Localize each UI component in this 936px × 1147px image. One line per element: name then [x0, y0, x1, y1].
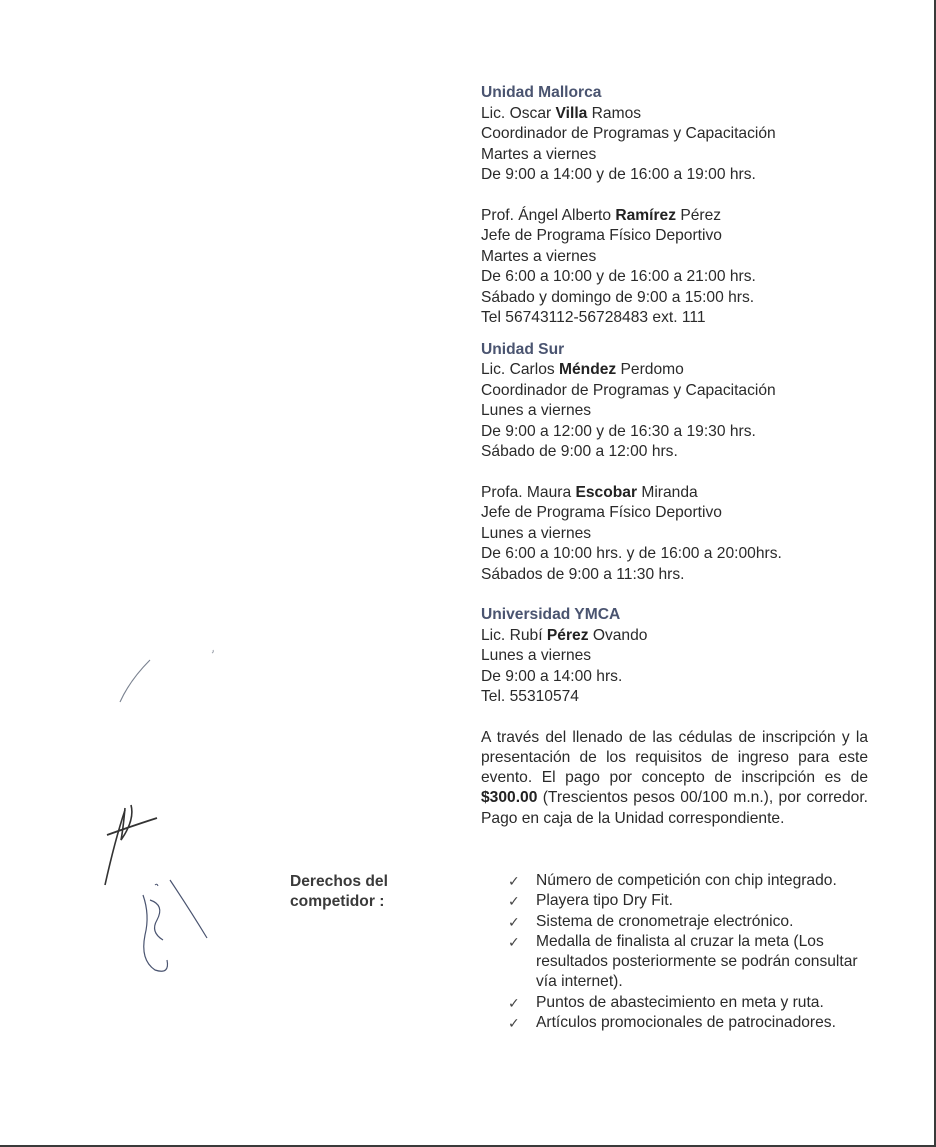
payment-text-continued: (Trescientos pesos 00/100 m.n.), por corredor. Pago en caja de la Unidad correspondiente.: [481, 789, 868, 827]
check-icon: ✓: [508, 933, 520, 950]
contact-name: [481, 206, 871, 227]
contact-role: Jefe de Programa Físico Deportivo: [481, 504, 722, 521]
mallorca-block-2: [481, 206, 871, 329]
signature-icon: [95, 640, 235, 980]
contact-second-surname: Miranda: [637, 483, 698, 501]
contact-role: Jefe de Programa Físico Deportivo: [481, 227, 722, 244]
contact-name: [481, 104, 871, 125]
unit-heading-ymca: Universidad YMCA: [481, 606, 621, 623]
contact-name: [481, 360, 871, 381]
contact-role: Coordinador de Programas y Capacitación: [481, 125, 776, 142]
list-item: [508, 932, 878, 993]
contact-hours: De 6:00 a 10:00 y de 16:00 a 21:00 hrs.: [481, 268, 756, 285]
contact-hours: De 9:00 a 14:00 hrs.: [481, 667, 623, 685]
contact-second-surname: Pérez: [676, 206, 722, 224]
contact-surname: Villa: [555, 104, 588, 122]
contact-weekend-hours: Sábados de 9:00 a 11:30 hrs.: [481, 565, 685, 583]
contact-phone: Tel. 55310574: [481, 688, 579, 705]
rights-label-line: competidor :: [290, 893, 385, 910]
ymca-block: [481, 605, 871, 708]
contact-second-surname: Perdomo: [616, 361, 684, 378]
list-item: [508, 993, 878, 1013]
contact-title: Lic. Oscar: [481, 104, 556, 122]
payment-text: A través del llenado de las cédulas de inscripción y la presentación de los requisitos de ingreso para este evento. El pago por concepto de inscripción es de: [481, 728, 868, 787]
contacts-section: [481, 83, 871, 829]
contact-name: [481, 483, 871, 504]
list-item-text: Medalla de finalista al cruzar la meta (Los resultados posteriormente se podrán consultar vía internet).: [536, 932, 858, 991]
contact-surname: Méndez: [559, 361, 617, 378]
payment-amount: $300.00: [481, 789, 538, 807]
unit-heading-mallorca: Unidad Mallorca: [481, 84, 602, 101]
mallorca-block: [481, 83, 871, 186]
contact-title: Lic. Rubí: [481, 626, 547, 644]
contact-surname: Escobar: [575, 483, 638, 501]
contact-surname: Ramírez: [615, 206, 677, 224]
check-icon: ✓: [508, 1015, 520, 1032]
list-item: [508, 912, 878, 932]
contact-title: Lic. Carlos: [481, 361, 559, 378]
contact-weekend-hours: Sábado de 9:00 a 12:00 hrs.: [481, 443, 678, 460]
list-item-text: Puntos de abastecimiento en meta y ruta.: [536, 993, 824, 1011]
contact-days: Martes a viernes: [481, 247, 597, 265]
contact-role: Coordinador de Programas y Capacitación: [481, 381, 776, 399]
contact-hours: De 6:00 a 10:00 hrs. y de 16:00 a 20:00hrs.: [481, 545, 782, 562]
unit-heading-sur: Unidad Sur: [481, 340, 565, 358]
contact-days: Martes a viernes: [481, 145, 597, 163]
contact-hours: De 9:00 a 14:00 y de 16:00 a 19:00 hrs.: [481, 166, 756, 183]
rights-label-line: Derechos del: [290, 873, 388, 890]
sur-block-2: [481, 483, 871, 586]
contact-phone: Tel 56743112-56728483 ext. 111: [481, 309, 706, 326]
contact-days: Lunes a viernes: [481, 524, 592, 542]
contact-surname: Pérez: [546, 626, 589, 644]
list-item-text: Playera tipo Dry Fit.: [536, 892, 673, 910]
list-item: [508, 891, 878, 911]
contact-name: [481, 626, 871, 647]
contact-title: Prof. Ángel Alberto: [481, 206, 616, 224]
rights-list: [508, 871, 878, 1033]
list-item-text: Sistema de cronometraje electrónico.: [536, 912, 794, 930]
contact-hours: De 9:00 a 12:00 y de 16:30 a 19:30 hrs.: [481, 422, 756, 440]
sur-block: [481, 340, 871, 463]
check-icon: ✓: [508, 913, 520, 930]
contact-second-surname: Ovando: [588, 626, 648, 644]
contact-days: Lunes a viernes: [481, 402, 592, 419]
check-icon: ✓: [508, 873, 520, 889]
contact-weekend-hours: Sábado y domingo de 9:00 a 15:00 hrs.: [481, 288, 755, 306]
check-icon: ✓: [508, 994, 520, 1011]
contact-days: Lunes a viernes: [481, 647, 592, 664]
contact-second-surname: Ramos: [587, 104, 642, 122]
list-item-text: Número de competición con chip integrado.: [536, 872, 837, 889]
list-item: [508, 1013, 878, 1033]
list-item: [508, 871, 878, 891]
payment-paragraph: [481, 728, 868, 829]
check-icon: ✓: [508, 893, 520, 910]
contact-title: Profa. Maura: [481, 483, 576, 501]
rights-label: [290, 872, 388, 912]
list-item-text: Artículos promocionales de patrocinadores.: [536, 1014, 836, 1032]
